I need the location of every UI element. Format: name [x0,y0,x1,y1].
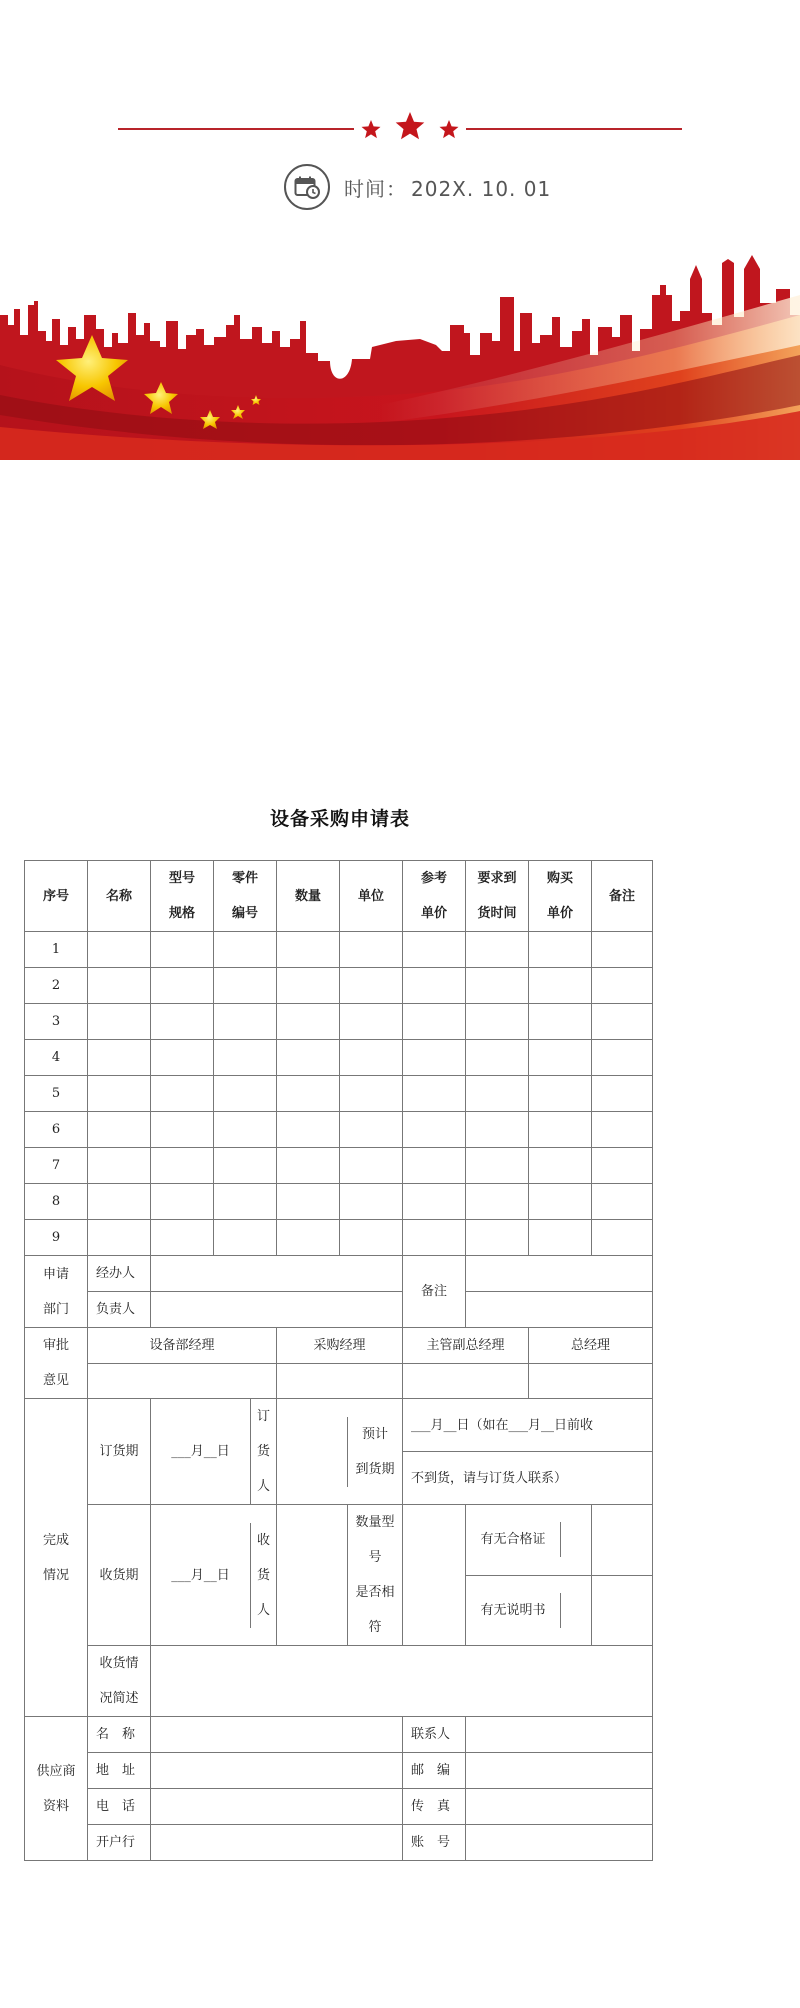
cell[interactable] [88,1112,151,1148]
cell[interactable] [340,1040,403,1076]
manual-split [466,1593,591,1628]
cell[interactable] [529,968,592,1004]
approval-row-2 [25,1364,653,1399]
apply-remark-field-2[interactable] [466,1292,653,1328]
col-header-model: 型号 规格 [151,861,214,932]
receive-date-split [151,1523,276,1628]
receive-period-label: 收货期 [88,1505,151,1646]
row-number: 7 [25,1148,88,1184]
supplier-postcode-label: 邮 编 [403,1753,466,1789]
expected-label: 预计 到货期 [355,1426,395,1477]
cell[interactable] [277,1148,340,1184]
cell[interactable] [88,1184,151,1220]
col-header-remark: 备注 [592,861,653,932]
cell[interactable] [340,1076,403,1112]
receive-date-value: ___月__日 [151,1523,251,1628]
supplier-bank-field[interactable] [151,1825,403,1861]
cell[interactable] [214,1220,277,1256]
approval-field-purchasing-manager[interactable] [277,1364,403,1399]
cell[interactable] [403,1184,466,1220]
certificate-row [466,1505,592,1576]
certificate-field[interactable] [561,1522,592,1557]
cell[interactable] [214,1004,277,1040]
cell[interactable] [340,1004,403,1040]
certificate-label: 有无合格证 [466,1522,561,1557]
cell[interactable] [403,1112,466,1148]
orderer-field[interactable] [277,1399,403,1505]
approval-role-equipment-manager: 设备部经理 [88,1328,277,1364]
cell[interactable] [277,1004,340,1040]
apply-remark-label: 备注 [403,1256,466,1328]
order-date-split [151,1399,276,1504]
cell[interactable] [529,1220,592,1256]
order-period-label: 订货期 [88,1399,151,1505]
cell[interactable] [88,1004,151,1040]
approval-row-1 [25,1328,653,1364]
cell[interactable] [403,1148,466,1184]
order-date-value: ___月__日 [151,1399,251,1504]
cell[interactable] [277,932,340,968]
cell[interactable] [88,932,151,968]
supplier-address-label: 地 址 [88,1753,151,1789]
certificate-split [466,1522,591,1557]
cell[interactable] [151,1148,214,1184]
cell[interactable] [592,1112,653,1148]
approval-role-deputy-gm: 主管副总经理 [403,1328,529,1364]
match-field[interactable] [403,1505,466,1646]
apply-row-1 [25,1256,653,1292]
completion-row-3 [25,1505,653,1576]
cell[interactable] [88,1148,151,1184]
table-row [25,1220,653,1256]
cell[interactable] [151,1076,214,1112]
col-header-unit: 单位 [340,861,403,932]
handler-field[interactable] [151,1256,403,1292]
cell[interactable] [466,1040,529,1076]
cell[interactable] [592,968,653,1004]
handler-label: 经办人 [88,1256,151,1292]
approval-role-gm: 总经理 [529,1328,653,1364]
cell[interactable] [88,968,151,1004]
header-row [25,861,653,932]
calendar-icon [284,164,330,210]
certificate-extra[interactable] [592,1505,653,1576]
cell[interactable] [277,968,340,1004]
table-row [25,1184,653,1220]
cell[interactable] [592,1148,653,1184]
expected-date-text-2[interactable]: 不到货，请与订货人联系） [403,1452,653,1505]
orderer-split [277,1417,402,1487]
cell[interactable] [340,1148,403,1184]
receiver-split [277,1505,402,1645]
supplier-name-label: 名 称 [88,1717,151,1753]
table-row [25,1004,653,1040]
cell[interactable] [403,1004,466,1040]
cell[interactable] [466,1112,529,1148]
cell[interactable] [403,1040,466,1076]
supplier-contact-field[interactable] [466,1717,653,1753]
cell[interactable] [592,1004,653,1040]
supplier-fax-label: 传 真 [403,1789,466,1825]
cell[interactable] [151,1220,214,1256]
header-stars-icon [350,108,470,150]
manual-label: 有无说明书 [466,1593,561,1628]
cell[interactable] [403,1220,466,1256]
supplier-fax-field[interactable] [466,1789,653,1825]
supplier-phone-label: 电 话 [88,1789,151,1825]
cell[interactable] [277,1220,340,1256]
cell[interactable] [151,1112,214,1148]
col-header-part-no: 零件 编号 [214,861,277,932]
header-line-left [118,128,354,130]
supplier-address-field[interactable] [151,1753,403,1789]
cell[interactable] [592,1220,653,1256]
header-banner [0,0,800,460]
supplier-row-3 [25,1789,653,1825]
cell[interactable] [466,1148,529,1184]
supplier-name-field[interactable] [151,1717,403,1753]
cell[interactable] [214,968,277,1004]
date-text [344,173,551,202]
col-header-buy-price: 购买 单价 [529,861,592,932]
manual-extra[interactable] [592,1575,653,1646]
cell[interactable] [277,1076,340,1112]
col-header-seq: 序号 [25,861,88,932]
cell[interactable] [466,1184,529,1220]
cell[interactable] [466,1076,529,1112]
cell[interactable] [88,1076,151,1112]
table-row [25,1040,653,1076]
supplier-account-label: 账 号 [403,1825,466,1861]
cell[interactable] [529,1076,592,1112]
summary-label: 收货情 况简述 [88,1646,151,1717]
table-row [25,1076,653,1112]
cell[interactable] [529,932,592,968]
supplier-contact-label: 联系人 [403,1717,466,1753]
col-header-qty: 数量 [277,861,340,932]
apply-remark-field-1[interactable] [466,1256,653,1292]
manual-row [466,1575,592,1646]
cell[interactable] [466,1220,529,1256]
col-header-due-time: 要求到 货时间 [466,861,529,932]
row-number: 2 [25,968,88,1004]
row-number: 9 [25,1220,88,1256]
cell[interactable] [529,1184,592,1220]
cell[interactable] [340,968,403,1004]
cell[interactable] [151,1184,214,1220]
manual-field[interactable] [561,1593,592,1628]
cell[interactable] [592,1184,653,1220]
cell[interactable] [340,1220,403,1256]
cell[interactable] [214,932,277,968]
cell[interactable] [466,932,529,968]
supplier-postcode-field[interactable] [466,1753,653,1789]
cell[interactable] [340,932,403,968]
cell[interactable] [151,968,214,1004]
skyline-banner-image [0,255,800,460]
approval-field-gm[interactable] [529,1364,653,1399]
cell[interactable] [403,968,466,1004]
supplier-phone-field[interactable] [151,1789,403,1825]
supplier-row-2 [25,1753,653,1789]
date-label: 时间： [344,176,407,201]
header-line-right [466,128,682,130]
col-header-ref-price: 参考 单价 [403,861,466,932]
cell[interactable] [592,932,653,968]
summary-field[interactable] [151,1646,653,1717]
row-number: 4 [25,1040,88,1076]
orderer-label: 订货人 [256,1409,270,1494]
cell[interactable] [466,1004,529,1040]
order-date-field[interactable] [151,1399,277,1505]
cell[interactable] [529,1004,592,1040]
row-number: 3 [25,1004,88,1040]
apply-dept-label: 申请 部门 [25,1256,88,1328]
table-row [25,1148,653,1184]
cell[interactable] [592,1076,653,1112]
completion-row-5 [25,1646,653,1682]
cell[interactable] [214,1184,277,1220]
cell[interactable] [88,1040,151,1076]
receiver-label: 收货人 [256,1532,270,1618]
form-title: 设备采购申请表 [269,808,410,830]
cell[interactable] [151,1040,214,1076]
supplier-account-field[interactable] [466,1825,653,1861]
supplier-bank-label: 开户行 [88,1825,151,1861]
cell[interactable] [592,1040,653,1076]
owner-field[interactable] [151,1292,403,1328]
cell[interactable] [340,1112,403,1148]
table-row [25,1112,653,1148]
cell[interactable] [151,932,214,968]
cell[interactable] [214,1076,277,1112]
apply-row-2 [25,1292,653,1328]
approval-field-equipment-manager[interactable] [88,1364,277,1399]
approval-label: 审批 意见 [25,1328,88,1399]
supplier-row-4 [25,1825,653,1861]
cell[interactable] [88,1220,151,1256]
receiver-value[interactable] [277,1505,348,1645]
approval-field-deputy-gm[interactable] [403,1364,529,1399]
receiver-field[interactable] [277,1505,403,1646]
row-number: 5 [25,1076,88,1112]
cell[interactable] [340,1184,403,1220]
cell[interactable] [403,1076,466,1112]
purchase-request-form [24,860,653,1861]
cell[interactable] [214,1148,277,1184]
row-number: 8 [25,1184,88,1220]
cell[interactable] [214,1112,277,1148]
cell[interactable] [277,1184,340,1220]
receive-date-field[interactable] [151,1505,277,1646]
table-row [25,932,653,968]
completion-label: 完成 情况 [25,1399,88,1717]
cell[interactable] [466,968,529,1004]
cell[interactable] [277,1112,340,1148]
cell[interactable] [529,1040,592,1076]
cell[interactable] [529,1148,592,1184]
match-label: 数量型号 是否相符 [355,1515,395,1635]
approval-role-purchasing-manager: 采购经理 [277,1328,403,1364]
date-value: 202X. 10. 01 [411,176,552,201]
cell[interactable] [151,1004,214,1040]
cell[interactable] [277,1040,340,1076]
row-number: 6 [25,1112,88,1148]
expected-date-text-1[interactable]: ___月__日（如在___月__日前收 [403,1399,653,1452]
supplier-row-1 [25,1717,653,1753]
table-row [25,968,653,1004]
cell[interactable] [403,932,466,968]
cell[interactable] [529,1112,592,1148]
row-number: 1 [25,932,88,968]
orderer-value[interactable] [277,1417,348,1487]
owner-label: 负责人 [88,1292,151,1328]
col-header-name: 名称 [88,861,151,932]
supplier-label: 供应商 资料 [25,1717,88,1861]
completion-row-1 [25,1399,653,1452]
cell[interactable] [214,1040,277,1076]
date-row [284,163,551,211]
